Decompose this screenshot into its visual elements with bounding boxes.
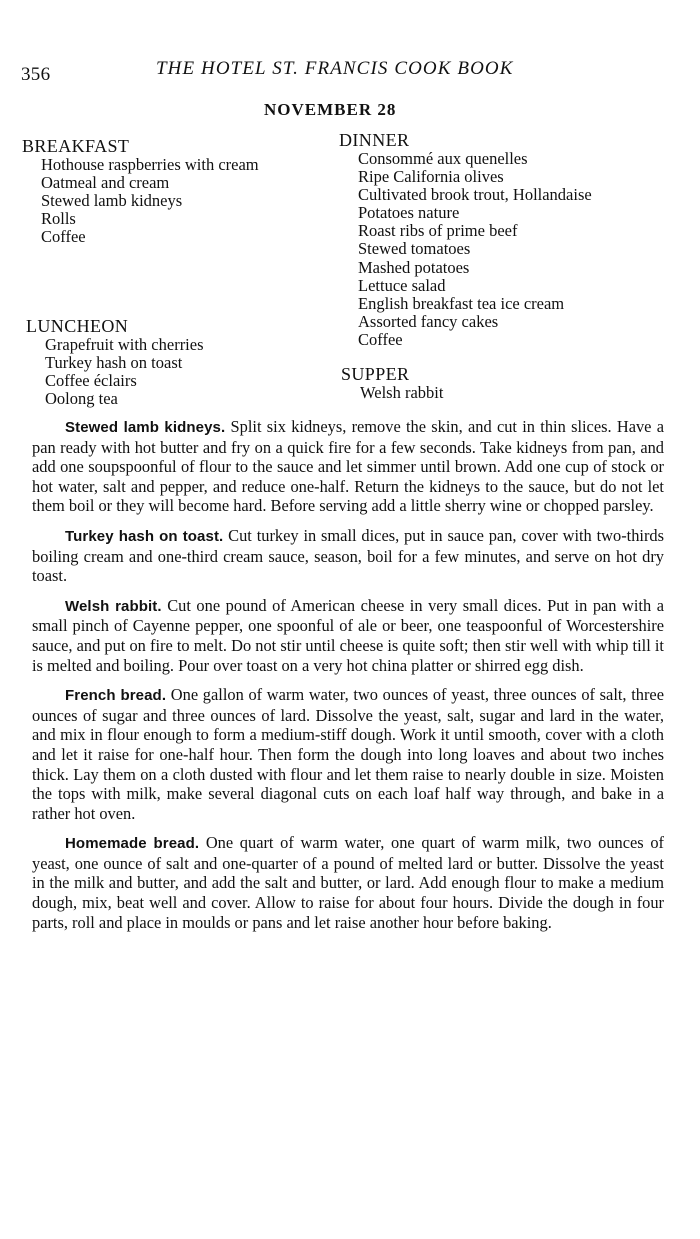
menu-item: Roast ribs of prime beef [358,221,518,241]
menu-luncheon [26,316,204,408]
menu-item: Lettuce salad [358,275,446,295]
menu-dinner [339,130,592,349]
recipe-title: Stewed lamb kidneys. [65,419,226,436]
menu-breakfast [22,136,259,246]
menu-right-column-lower [341,364,443,402]
menu-item: Ripe California olives [358,167,504,187]
menu-item-list [341,384,443,402]
menu-left-column [22,136,259,246]
menu-item: Rolls [41,209,76,229]
menu-section-title: DINNER [339,130,410,150]
recipe-title: Turkey hash on toast. [65,527,224,545]
menu-item: Stewed lamb kidneys [41,191,183,211]
menu-item: Oolong tea [45,389,118,409]
recipe-text: One quart of warm water, one quart of warm milk, two ounces of yeast, one ounce of salt and one-quarter of a pound of melted lard or butter. Dissolve the yeast in the milk and butter, and add the salt and butter, or lard. Add enough flour to make a medium dough, mix, beat well and cover. Allow to raise for about four hours. Divide the dough in four parts, roll and place in moulds or pans and let raise another hour before baking. [32,833,664,932]
recipe-text: Split six kidneys, remove the skin, and cut in thin slices. Have a pan ready with hot butter and fry on a quick fire for a few seconds. Take kidneys from pan, and add one soupspoonful of flour to the sauce and let simmer until brown. Add one cup of stock or hot water, salt and pepper, and reduce one-half. Return the kidneys to the sauce, but do not let them boil or they will become hard. Before serving add a little sherry wine or chopped parsley. [32,417,664,516]
menu-item: Welsh rabbit [360,383,444,402]
menu-supper [341,364,443,402]
menu-item: Stewed tomatoes [358,239,471,259]
recipe-text: One gallon of warm water, two ounces of yeast, three ounces of salt, three ounces of sugar and three ounces of lard. Dissolve the yeast, salt, sugar and lard in the water, and mix in flour enough to form a medium-stiff dough. Work it until smooth, cover with a cloth and let it raise for one-half hour. Then form the dough into long loaves and about two inches thick. Lay them on a cloth dusted with flour and let them raise to nearly double in size. Moisten the tops with milk, make several diagonal cuts on each loaf half way through, and bake in a rather hot oven. [32,685,664,823]
menu-item: Cultivated brook trout, Hollandaise [358,185,592,205]
recipe-paragraph [32,417,664,516]
menu-item: Coffee éclairs [45,371,137,391]
menu-item: Potatoes nature [358,203,460,223]
menu-item: Mashed potatoes [358,257,470,277]
menu-section-title: LUNCHEON [26,316,129,336]
recipe-paragraph [32,596,664,675]
recipe-title: French bread. [65,687,167,705]
menu-item: Turkey hash on toast [45,353,183,373]
recipe-paragraph [32,685,664,823]
menu-section-title: BREAKFAST [22,136,130,156]
recipe-text: Cut one pound of American cheese in very small dices. Put in pan with a small pinch of Cayenne pepper, one spoonful of ale or beer, one teaspoonful of Worcestershire sauce, and put on fire to melt. Do not stir until cheese is quite soft; then stir well with whip till it is melted and boiling. Pour over toast on a very hot china platter or shirred egg dish. [32,595,664,675]
menu-item-list [339,150,592,349]
menu-section-title: SUPPER [341,364,410,384]
recipe-list [32,417,664,942]
page-number: 356 [21,64,51,85]
recipe-paragraph [32,526,664,586]
recipe-title: Welsh rabbit. [65,597,162,615]
menu-item: Oatmeal and cream [41,173,170,193]
menu-item: Coffee [41,227,86,247]
menu-item: Consommé aux quenelles [358,149,528,168]
running-head: THE HOTEL ST. FRANCIS COOK BOOK [156,58,514,79]
recipe-text: Cut turkey in small dices, put in sauce pan, cover with two-thirds boiling cream and one-third cream sauce, season, boil for a few minutes, and serve on hot dry toast. [32,525,664,586]
recipe-paragraph [32,833,664,932]
menu-left-column-lower [26,316,204,408]
menu-item: Assorted fancy cakes [358,311,499,331]
menu-item: Grapefruit with cherries [45,335,204,354]
menu-item: English breakfast tea ice cream [358,293,565,313]
recipe-title: Homemade bread. [65,835,200,853]
menu-right-column [339,130,592,349]
menu-item-list [26,336,204,408]
date-heading: NOVEMBER 28 [264,100,397,119]
menu-item: Coffee [358,329,403,349]
menu-item: Hothouse raspberries with cream [41,155,259,174]
menu-item-list [22,156,259,246]
